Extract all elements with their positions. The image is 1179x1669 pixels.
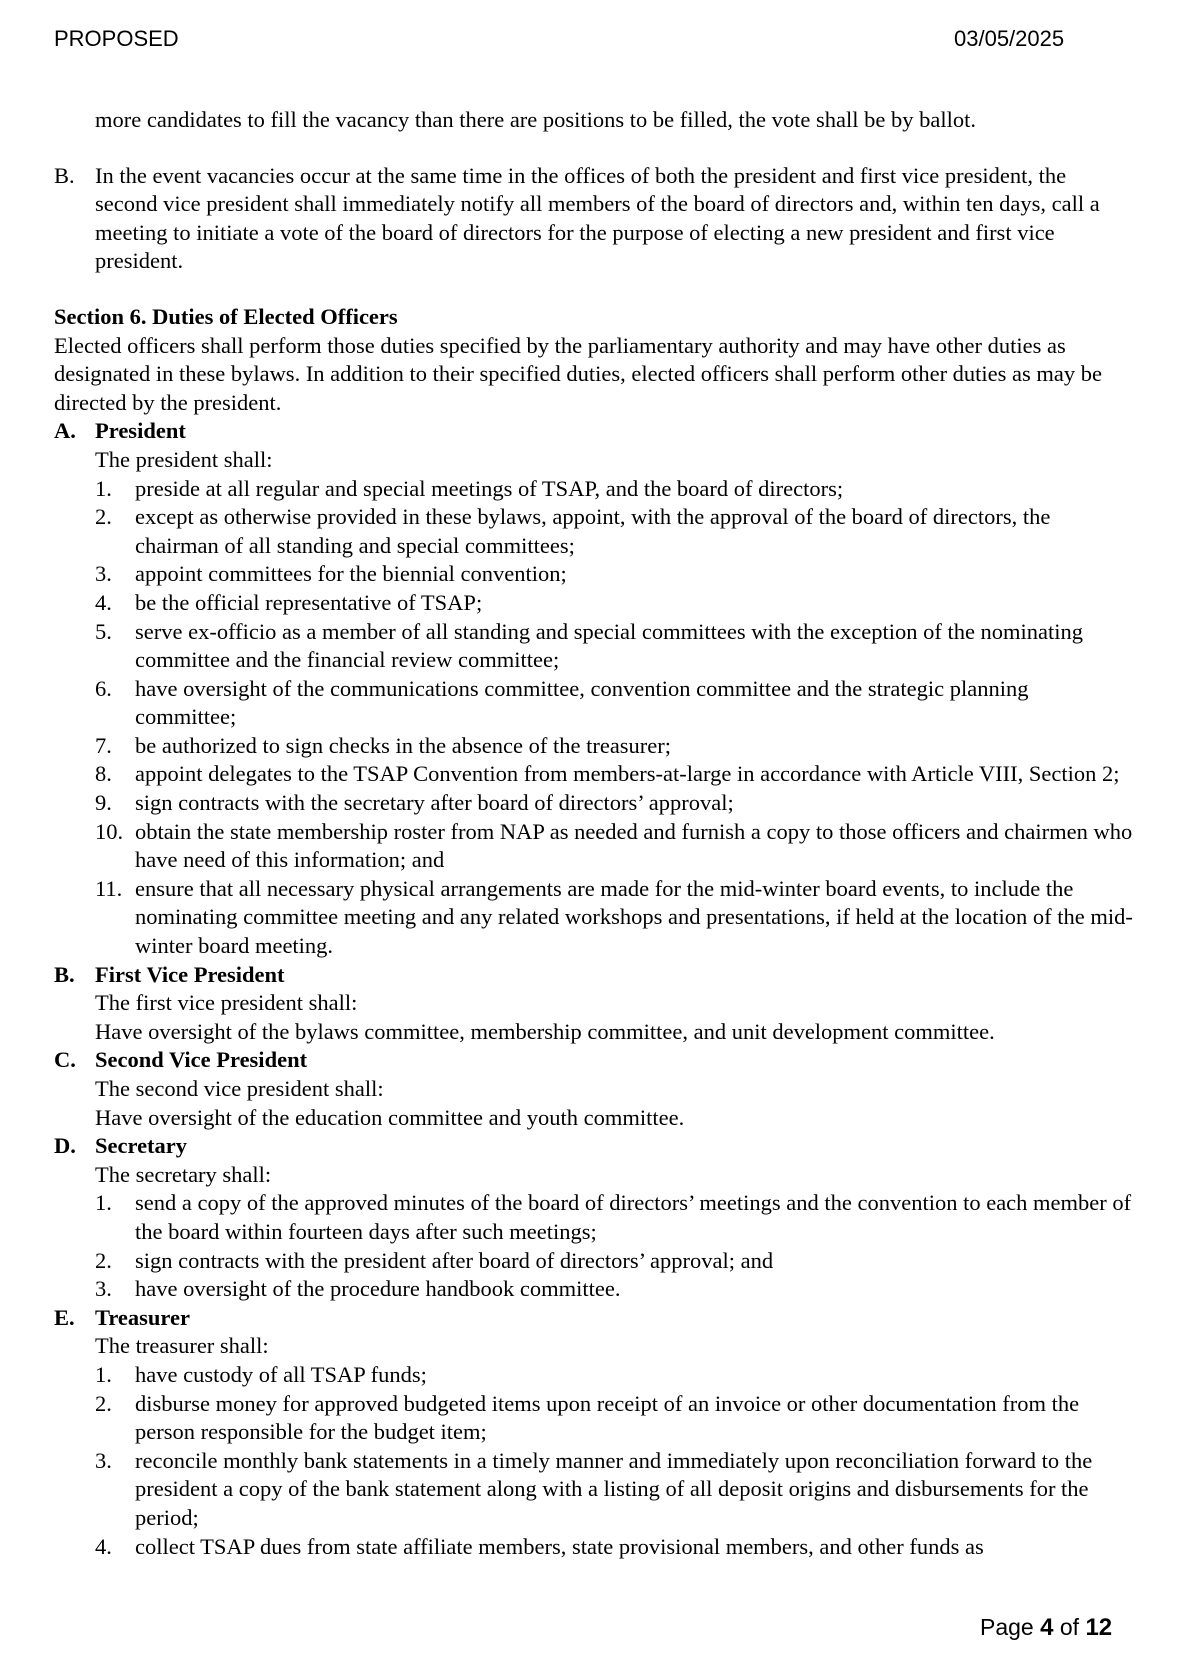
subsection-label: E.	[54, 1304, 75, 1330]
subsection-first-vp-heading	[54, 961, 1134, 990]
list-item	[54, 503, 1134, 560]
list-item	[54, 589, 1134, 618]
list-item-text: sign contracts with the secretary after board of directors’ approval;	[135, 790, 734, 816]
secretary-duties-list	[54, 1189, 1134, 1303]
section-heading: Section 6. Duties of Elected Officers	[54, 303, 398, 329]
list-item-text: have oversight of the procedure handbook committee.	[135, 1276, 621, 1302]
list-item	[54, 760, 1134, 789]
treasurer-duties-list	[54, 1361, 1134, 1561]
subsection-lead: The secretary shall:	[95, 1161, 272, 1187]
list-item-number: 3.	[95, 561, 112, 587]
list-item	[54, 675, 1134, 732]
list-item-text: have oversight of the communications committee, convention committee and the strategic planning committee;	[135, 675, 1029, 730]
subsection-title: President	[95, 418, 186, 444]
subsection-title: Treasurer	[95, 1304, 190, 1330]
list-item	[54, 818, 1134, 875]
subsection-title: First Vice President	[95, 961, 285, 987]
list-item-text: disburse money for approved budgeted items upon receipt of an invoice or other documentation from the person responsible for the budget item;	[135, 1390, 1080, 1445]
list-item-text: except as otherwise provided in these bylaws, appoint, with the approval of the board of directors, the chairman of all standing and special committees;	[135, 504, 1051, 558]
subsection-lead: The treasurer shall:	[95, 1333, 269, 1359]
list-item-text: ensure that all necessary physical arrangements are made for the mid-winter board events, to include the nominating committee meeting and any related workshops and presentations, if held at the location of the mid-winter board meeting.	[135, 875, 1133, 959]
page-current: 4	[1040, 1614, 1054, 1641]
subsection-lead: The second vice president shall:	[95, 1076, 384, 1101]
list-item-text: have custody of all TSAP funds;	[135, 1361, 427, 1387]
list-item	[54, 875, 1134, 961]
list-item-text: reconcile monthly bank statements in a timely manner and immediately upon reconciliation forward to the president a copy of the bank statement along with a listing of all deposit origins and disbursements for the period;	[135, 1447, 1093, 1530]
subsection-lead: The first vice president shall:	[95, 990, 358, 1016]
list-item-text: appoint committees for the biennial convention;	[135, 561, 567, 587]
subsection-label: D.	[54, 1133, 76, 1159]
subsection-title: Secretary	[95, 1133, 188, 1159]
subsection-title: Second Vice President	[95, 1047, 308, 1073]
document-body	[54, 106, 1134, 1561]
list-item	[54, 560, 1134, 589]
list-item-text: be authorized to sign checks in the absence of the treasurer;	[135, 732, 672, 758]
list-item-number: 3.	[95, 1447, 112, 1473]
list-item-number: 3.	[95, 1276, 112, 1302]
list-item-text: obtain the state membership roster from NAP as needed and furnish a copy to those officers and chairmen who have need of this information; and	[135, 818, 1133, 873]
section-body: Elected officers shall perform those duties specified by the parliamentary authority and may have other duties as designated in these bylaws. In addition to their specified duties, elected officers shall perform other duties as may be directed by the president.	[54, 332, 1103, 415]
list-item	[54, 1447, 1134, 1533]
list-item	[54, 1189, 1134, 1246]
list-item-number: 8.	[95, 761, 112, 787]
list-item	[54, 1533, 1134, 1562]
list-item-number: 4.	[95, 1533, 112, 1559]
list-item	[54, 732, 1134, 761]
list-item-text: sign contracts with the president after board of directors’ approval; and	[135, 1247, 774, 1273]
list-item	[54, 789, 1134, 818]
list-item-number: 1.	[95, 475, 112, 501]
list-item	[54, 1390, 1134, 1447]
list-item-number: 1.	[95, 1361, 112, 1387]
subsection-text: Have oversight of the education committee and youth committee.	[95, 1104, 685, 1130]
list-item	[54, 1275, 1134, 1304]
subsection-label: C.	[54, 1047, 76, 1073]
list-item-text: be the official representative of TSAP;	[135, 589, 483, 615]
subsection-second-vp-heading	[54, 1046, 1134, 1075]
list-item-number: 11.	[95, 875, 123, 901]
page-word: Page	[980, 1614, 1034, 1640]
list-item-number: 5.	[95, 618, 112, 644]
continued-paragraph: more candidates to fill the vacancy than there are positions to be filled, the vote shall be by ballot.	[95, 107, 976, 132]
header-date: 03/05/2025	[954, 26, 1065, 51]
page-number	[980, 1614, 1112, 1642]
list-item-number: 2.	[95, 504, 112, 530]
paragraph-text: In the event vacancies occur at the same time in the offices of both the president and first vice president, the second vice president shall immediately notify all members of the board of directors and, within ten days, call a meeting to initiate a vote of the board of directors for the purpose of electing a new president and first vice president.	[95, 162, 1100, 274]
list-item-number: 1.	[95, 1190, 112, 1216]
of-word: of	[1059, 1614, 1080, 1640]
list-item-number: 10.	[95, 818, 124, 844]
subsection-label: B.	[54, 961, 75, 987]
president-duties-list	[54, 475, 1134, 961]
list-item	[54, 1361, 1134, 1390]
subsection-treasurer-heading	[54, 1304, 1134, 1333]
list-item-number: 4.	[95, 589, 112, 615]
list-item-text: appoint delegates to the TSAP Convention from members-at-large in accordance with Article VIII, Section 2;	[135, 761, 1120, 787]
subsection-lead: The president shall:	[95, 446, 273, 472]
list-item	[54, 1247, 1134, 1276]
vacancy-paragraph-b	[54, 162, 1134, 276]
list-item-text: collect TSAP dues from state affiliate members, state provisional members, and other funds as	[135, 1533, 984, 1559]
subsection-label: A.	[54, 418, 76, 444]
list-item-number: 2.	[95, 1247, 112, 1273]
list-item	[54, 618, 1134, 675]
list-item-number: 2.	[95, 1390, 112, 1416]
list-item-number: 9.	[95, 790, 112, 816]
list-item-text: preside at all regular and special meetings of TSAP, and the board of directors;	[135, 475, 844, 501]
list-item-text: send a copy of the approved minutes of the board of directors’ meetings and the convention to each member of the board within fourteen days after such meetings;	[135, 1190, 1132, 1244]
subsection-secretary-heading	[54, 1132, 1134, 1161]
page-total: 12	[1085, 1614, 1113, 1641]
subsection-text: Have oversight of the bylaws committee, membership committee, and unit development committee.	[95, 1018, 995, 1044]
list-item-number: 7.	[95, 732, 112, 758]
list-item-text: serve ex-officio as a member of all standing and special committees with the exception of the nominating committee and the financial review committee;	[135, 618, 1084, 673]
list-item	[54, 475, 1134, 504]
subsection-president-heading	[54, 417, 1134, 446]
header-status: PROPOSED	[54, 26, 179, 51]
paragraph-label: B.	[54, 162, 75, 188]
list-item-number: 6.	[95, 675, 112, 701]
